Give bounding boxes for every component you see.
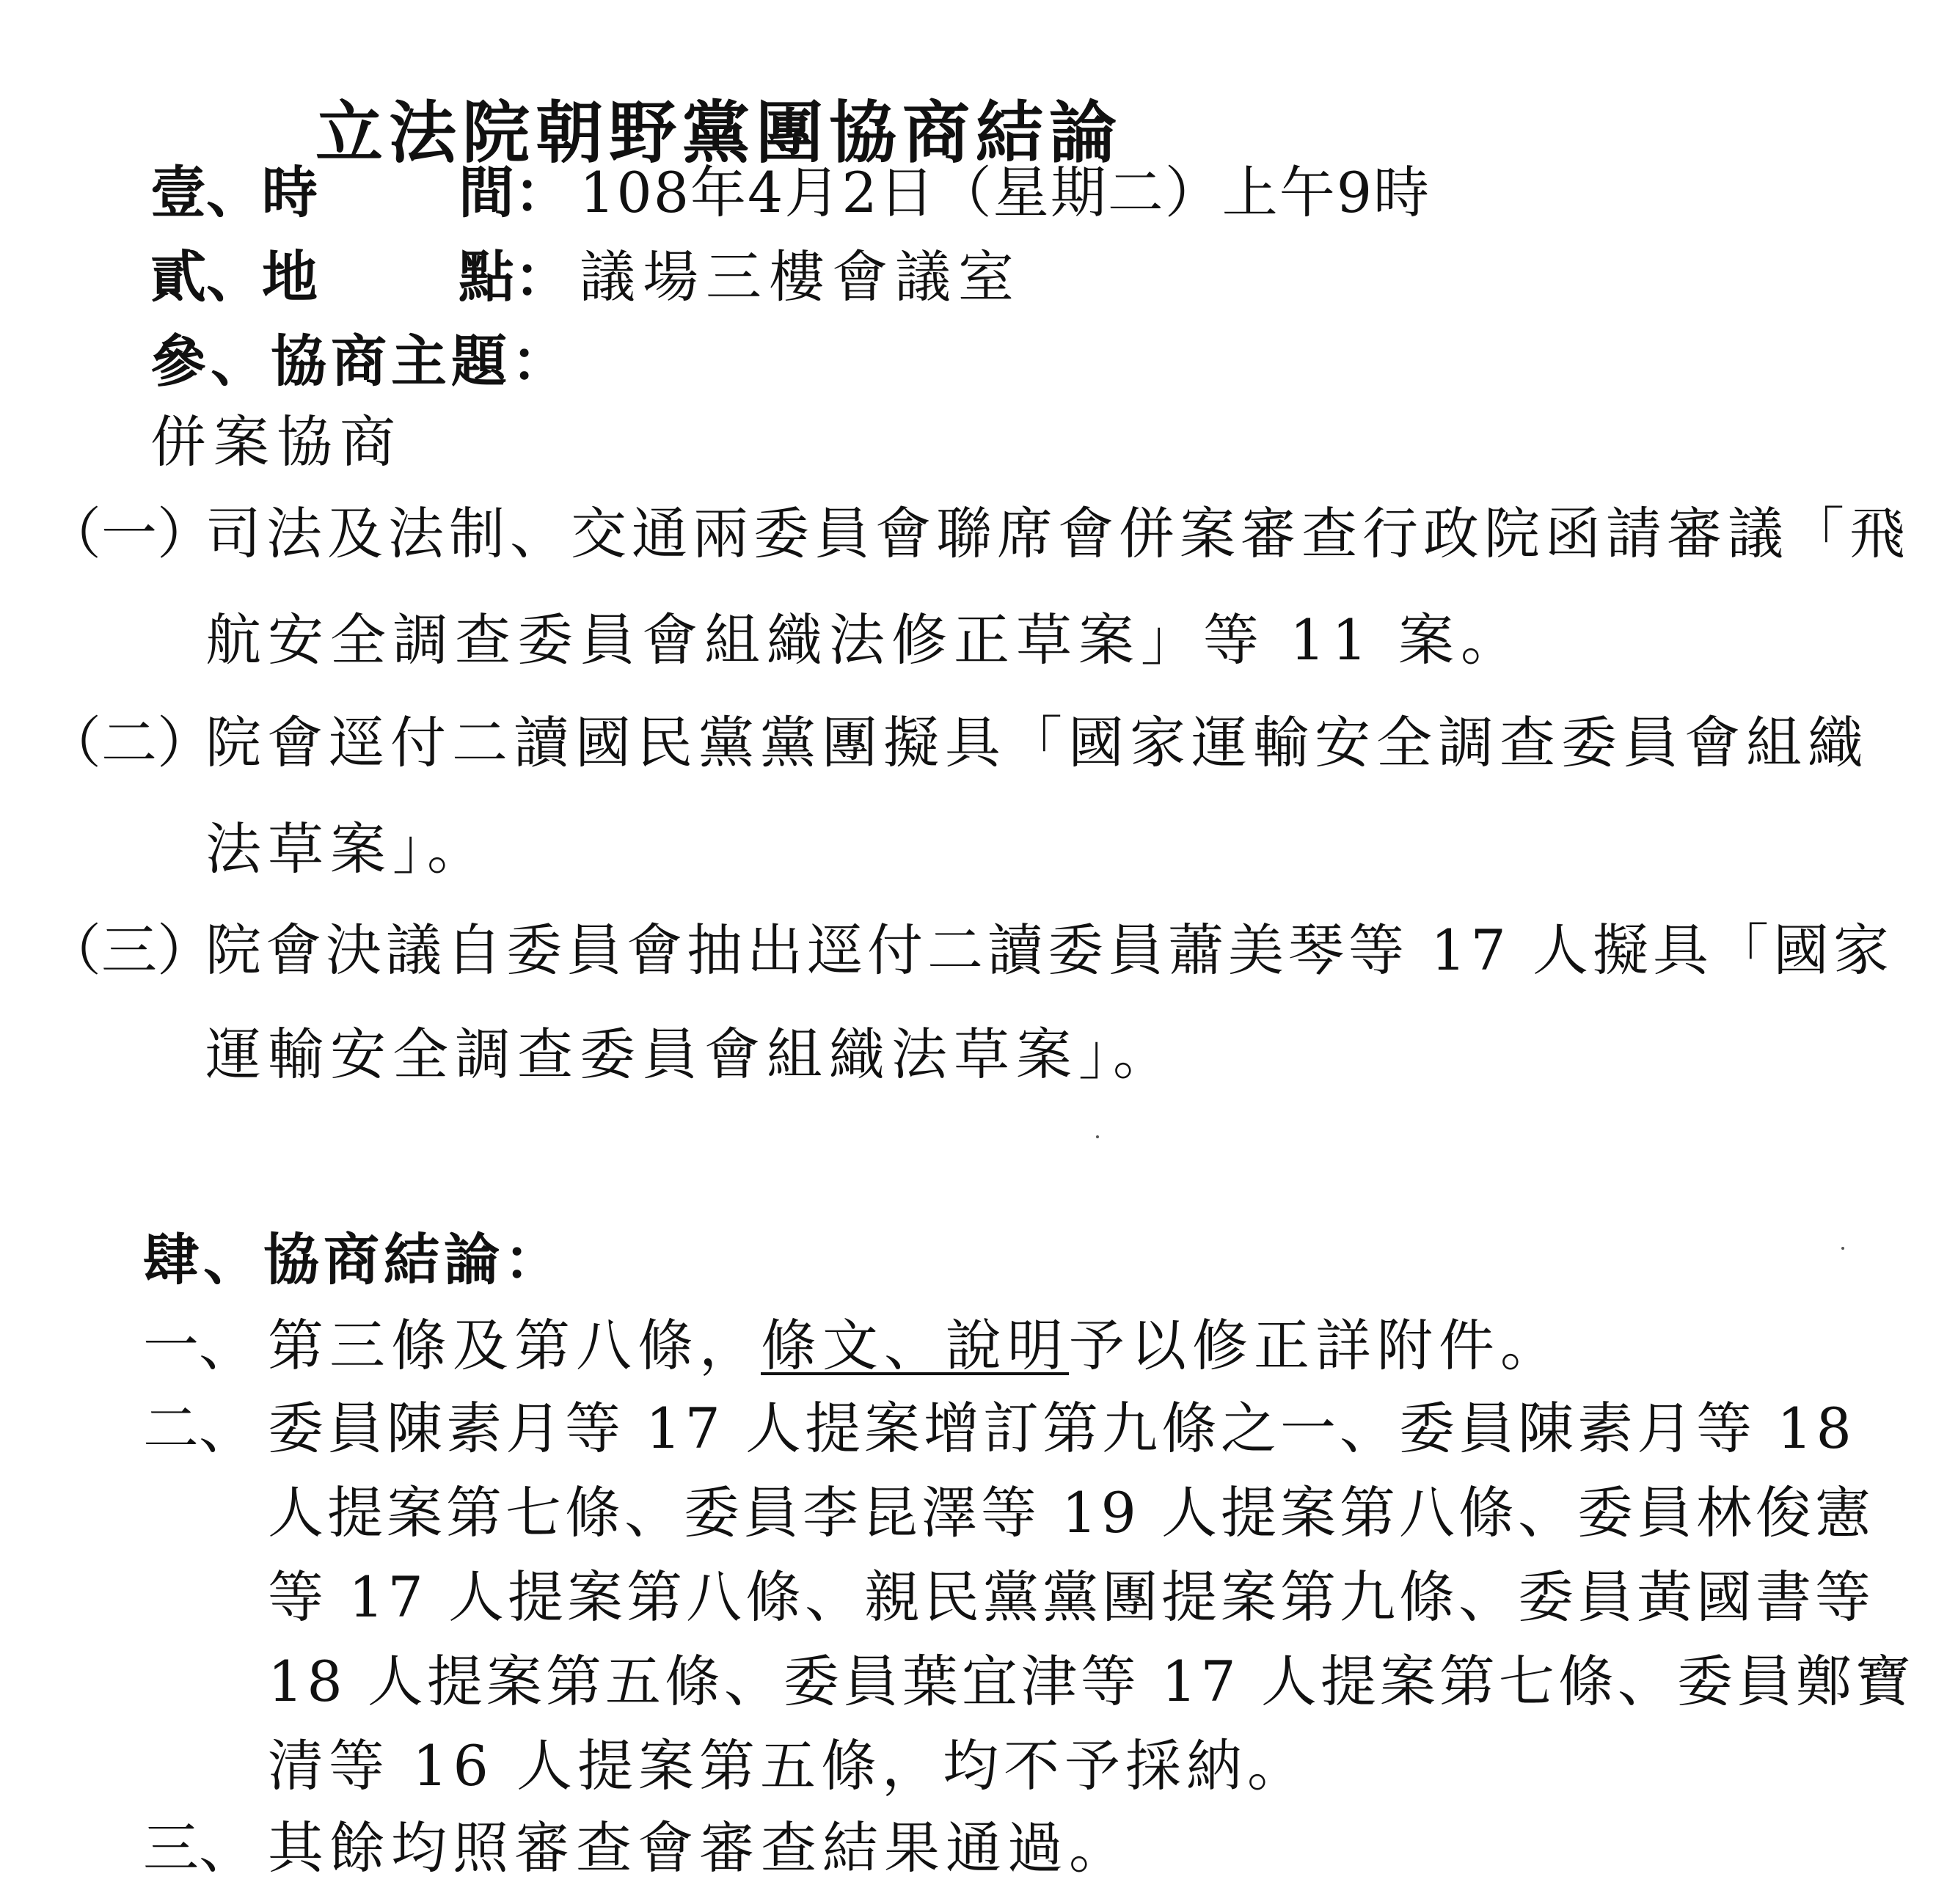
scan-speck [1841, 1247, 1844, 1250]
topic-3-line-1: 院會決議自委員會抽出逕付二讀委員蕭美琴等 17 人擬具「國家 [205, 918, 1894, 983]
topic-1-number: （一） [45, 501, 213, 566]
conclusion-3-number: 三、 [143, 1815, 255, 1881]
time-value: 108年4月2日（星期二）上午9時 [580, 160, 1431, 225]
conclusion-1-text [268, 1313, 1562, 1378]
conclusion-2-number: 二、 [143, 1396, 255, 1461]
topic-2-line-2: 法草案」。 [205, 816, 489, 882]
place-label-colon: 點： [459, 244, 570, 310]
topic-2-line-1: 院會逕付二讀國民黨黨團擬具「國家運輸安全調查委員會組織 [205, 710, 1869, 775]
place-value: 議場三樓會議室 [580, 244, 1021, 310]
conclusion-heading: 肆、協商結論： [143, 1227, 564, 1292]
conclusion-2-line-4: 18 人提案第五條、委員葉宜津等 17 人提案第七條、委員鄭寶 [268, 1649, 1915, 1714]
topic-1-line-2: 航安全調查委員會組織法修正草案」等 11 案。 [205, 607, 1524, 673]
topic-label: 參、協商主題： [150, 329, 571, 394]
conclusion-1-number: 一、 [143, 1313, 255, 1378]
topic-3-number: （三） [45, 918, 213, 983]
place-label: 貳、地 [150, 244, 318, 310]
topic-intro: 併案協商 [150, 409, 403, 475]
document-title: 立法院朝野黨團協商結論 [315, 93, 1122, 172]
conclusion-2-line-5: 清等 16 人提案第五條，均不予採納。 [268, 1733, 1309, 1798]
conclusion-1-underlined: 條文、說明 [761, 1313, 1069, 1378]
conclusion-2-line-1: 委員陳素月等 17 人提案增訂第九條之一、委員陳素月等 18 [268, 1396, 1855, 1461]
scan-speck [1096, 1135, 1099, 1138]
conclusion-2-line-2: 人提案第七條、委員李昆澤等 19 人提案第八條、委員林俊憲 [268, 1480, 1875, 1545]
topic-3-line-2: 運輸安全調查委員會組織法草案」。 [205, 1022, 1175, 1087]
conclusion-1-post: 予以修正詳附件。 [1069, 1313, 1562, 1378]
conclusion-1-pre: 第三條及第八條， [268, 1313, 761, 1378]
conclusion-3-text: 其餘均照審查會審查結果通過。 [268, 1815, 1130, 1881]
topic-2-number: （二） [45, 710, 213, 775]
time-label-colon: 間： [459, 160, 570, 225]
time-label: 壹、時 [150, 160, 318, 225]
topic-1-line-1: 司法及法制、交通兩委員會聯席會併案審查行政院函請審議「飛 [205, 501, 1910, 566]
conclusion-2-line-3: 等 17 人提案第八條、親民黨黨團提案第九條、委員黃國書等 [268, 1564, 1875, 1630]
